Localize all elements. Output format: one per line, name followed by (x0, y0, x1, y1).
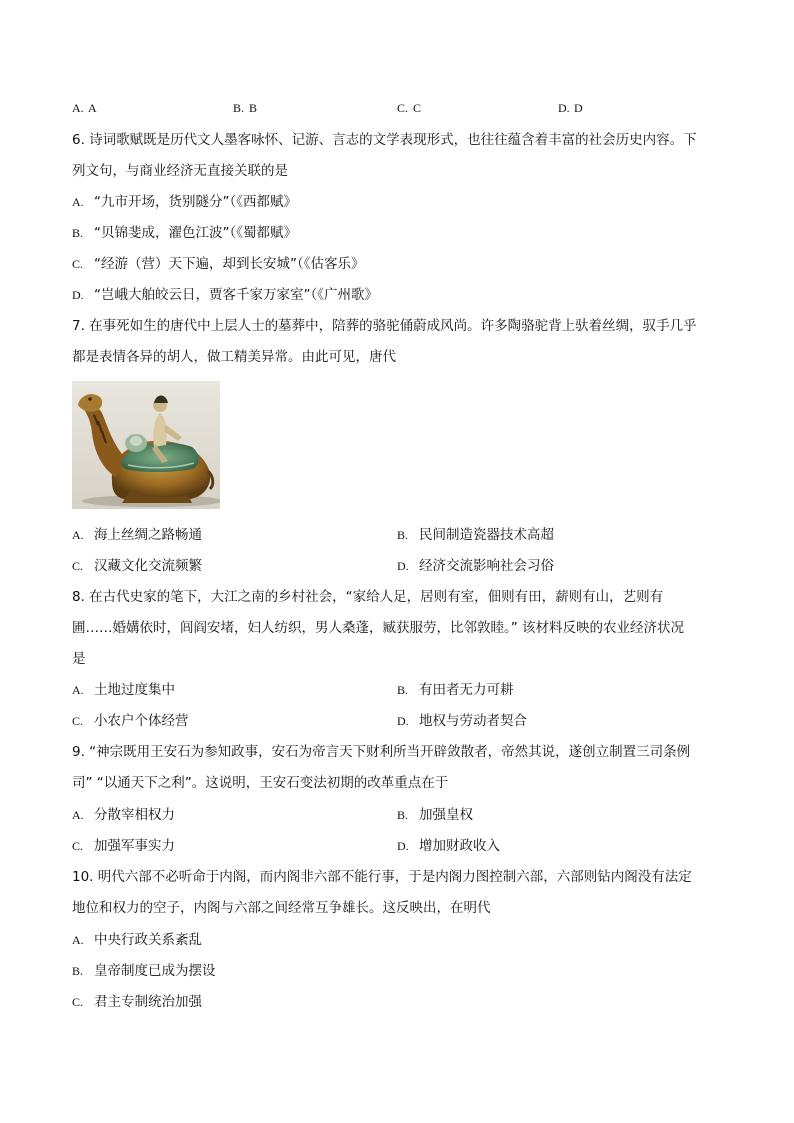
option-letter: D. (72, 288, 84, 302)
q7-option-a (72, 525, 202, 545)
q10-option-b (72, 961, 216, 981)
q6-option-c (72, 254, 365, 274)
option-text: 君主专制统治加强 (94, 994, 202, 1010)
option-letter: C. (72, 257, 84, 271)
option-text: 有田者无力可耕 (419, 682, 514, 698)
camel-figurine-illustration (72, 381, 220, 509)
option-text: “岂峨大舶皎云日，贾客千家万家室”（《广州歌》 (94, 287, 378, 303)
q10-option-a (72, 930, 202, 950)
option-letter: C. (72, 559, 84, 573)
option-letter: D. (397, 714, 409, 728)
q5-option-c (397, 98, 421, 118)
q8-stem-line-3: 是 (72, 651, 86, 667)
option-text: 皇帝制度已成为摆设 (94, 963, 216, 979)
q7-stem-line-1: 7. 在事死如生的唐代中上层人士的墓葬中，陪葬的骆驼俑蔚成风尚。许多陶骆驼背上驮着丝绸，驭手几乎 (72, 318, 697, 334)
option-text: “九市开场，货别隧分”（《西都赋》 (94, 194, 297, 210)
q7-stem-line-2: 都是表情各异的胡人，做工精美异常。由此可见，唐代 (72, 349, 396, 365)
q9-stem-line-2: 司” “以通天下之利”。这说明，王安石变法初期的改革重点在于 (72, 775, 449, 791)
option-letter: D. (558, 101, 570, 115)
option-text: B (249, 101, 258, 115)
option-text: 加强军事实力 (94, 838, 175, 854)
option-text: 地权与劳动者契合 (419, 713, 527, 729)
q8-option-b (397, 680, 514, 700)
q9-option-c (72, 836, 175, 856)
q6-stem-line-2: 列文句，与商业经济无直接关联的是 (72, 163, 288, 179)
option-letter: C. (72, 839, 84, 853)
option-letter: B. (397, 528, 409, 542)
option-text: 海上丝绸之路畅通 (94, 527, 202, 543)
q6-option-a (72, 192, 297, 212)
option-text: 土地过度集中 (94, 682, 175, 698)
option-text: A (88, 101, 97, 115)
option-letter: B. (397, 808, 409, 822)
option-letter: B. (233, 101, 245, 115)
option-letter: A. (72, 101, 84, 115)
q9-option-d (397, 836, 500, 856)
option-text: 增加财政收入 (419, 838, 500, 854)
q6-option-b (72, 223, 297, 243)
q8-stem-line-2: 圃……婚媾依时，闾阎安堵，妇人纺织，男人桑蓬，臧获服劳，比邻敦睦。” 该材料反映的农业经济状况 (72, 620, 685, 636)
q8-option-a (72, 680, 175, 700)
option-text: 加强皇权 (419, 807, 473, 823)
option-text: D (574, 101, 583, 115)
q8-stem-line-1: 8. 在古代史家的笔下，大江之南的乡村社会，“家给人足，居则有室，佃则有田，薪则有山，艺则有 (72, 589, 664, 605)
option-text: 分散宰相权力 (94, 807, 175, 823)
q7-option-d (397, 556, 554, 576)
option-text: 经济交流影响社会习俗 (419, 558, 554, 574)
q5-option-a (72, 98, 97, 118)
option-letter: A. (72, 933, 84, 947)
option-text: 小农户个体经营 (94, 713, 189, 729)
option-letter: B. (397, 683, 409, 697)
option-letter: D. (397, 559, 409, 573)
q10-option-c (72, 992, 202, 1012)
option-letter: C. (72, 714, 84, 728)
q5-option-d (558, 98, 583, 118)
q5-option-b (233, 98, 257, 118)
option-letter: B. (72, 226, 84, 240)
q8-option-d (397, 711, 527, 731)
q8-option-c (72, 711, 189, 731)
option-text: “贝锦斐成，濯色江波”（《蜀都赋》 (94, 225, 297, 241)
option-letter: C. (397, 101, 409, 115)
option-text: C (413, 101, 422, 115)
option-letter: C. (72, 995, 84, 1009)
q6-option-d (72, 285, 378, 305)
q7-option-c (72, 556, 202, 576)
option-letter: A. (72, 528, 84, 542)
option-text: “经游（营）天下遍，却到长安城”（《估客乐》 (94, 256, 365, 272)
q9-option-a (72, 805, 175, 825)
q10-stem-line-1: 10. 明代六部不必听命于内阁，而内阁非六部不能行事，于是内阁力图控制六部，六部则钻内阁没有法定 (72, 869, 692, 885)
option-text: 民间制造瓷器技术高超 (419, 527, 554, 543)
camel-figurine-photo (72, 381, 220, 509)
q9-stem-line-1: 9. “神宗既用王安石为参知政事，安石为帝言天下财利所当开辟敛散者，帝然其说，遂创立制置三司条例 (72, 744, 691, 760)
option-letter: A. (72, 683, 84, 697)
option-letter: A. (72, 195, 84, 209)
option-letter: A. (72, 808, 84, 822)
q7-option-b (397, 525, 554, 545)
q6-stem-line-1: 6. 诗词歌赋既是历代文人墨客咏怀、记游、言志的文学表现形式，也往往蕴含着丰富的社会历史内容。下 (72, 132, 697, 148)
q10-stem-line-2: 地位和权力的空子，内阁与六部之间经常互争雄长。这反映出，在明代 (72, 900, 491, 916)
option-text: 汉藏文化交流频繁 (94, 558, 202, 574)
option-text: 中央行政关系紊乱 (94, 932, 202, 948)
q9-option-b (397, 805, 473, 825)
option-letter: D. (397, 839, 409, 853)
option-letter: B. (72, 964, 84, 978)
